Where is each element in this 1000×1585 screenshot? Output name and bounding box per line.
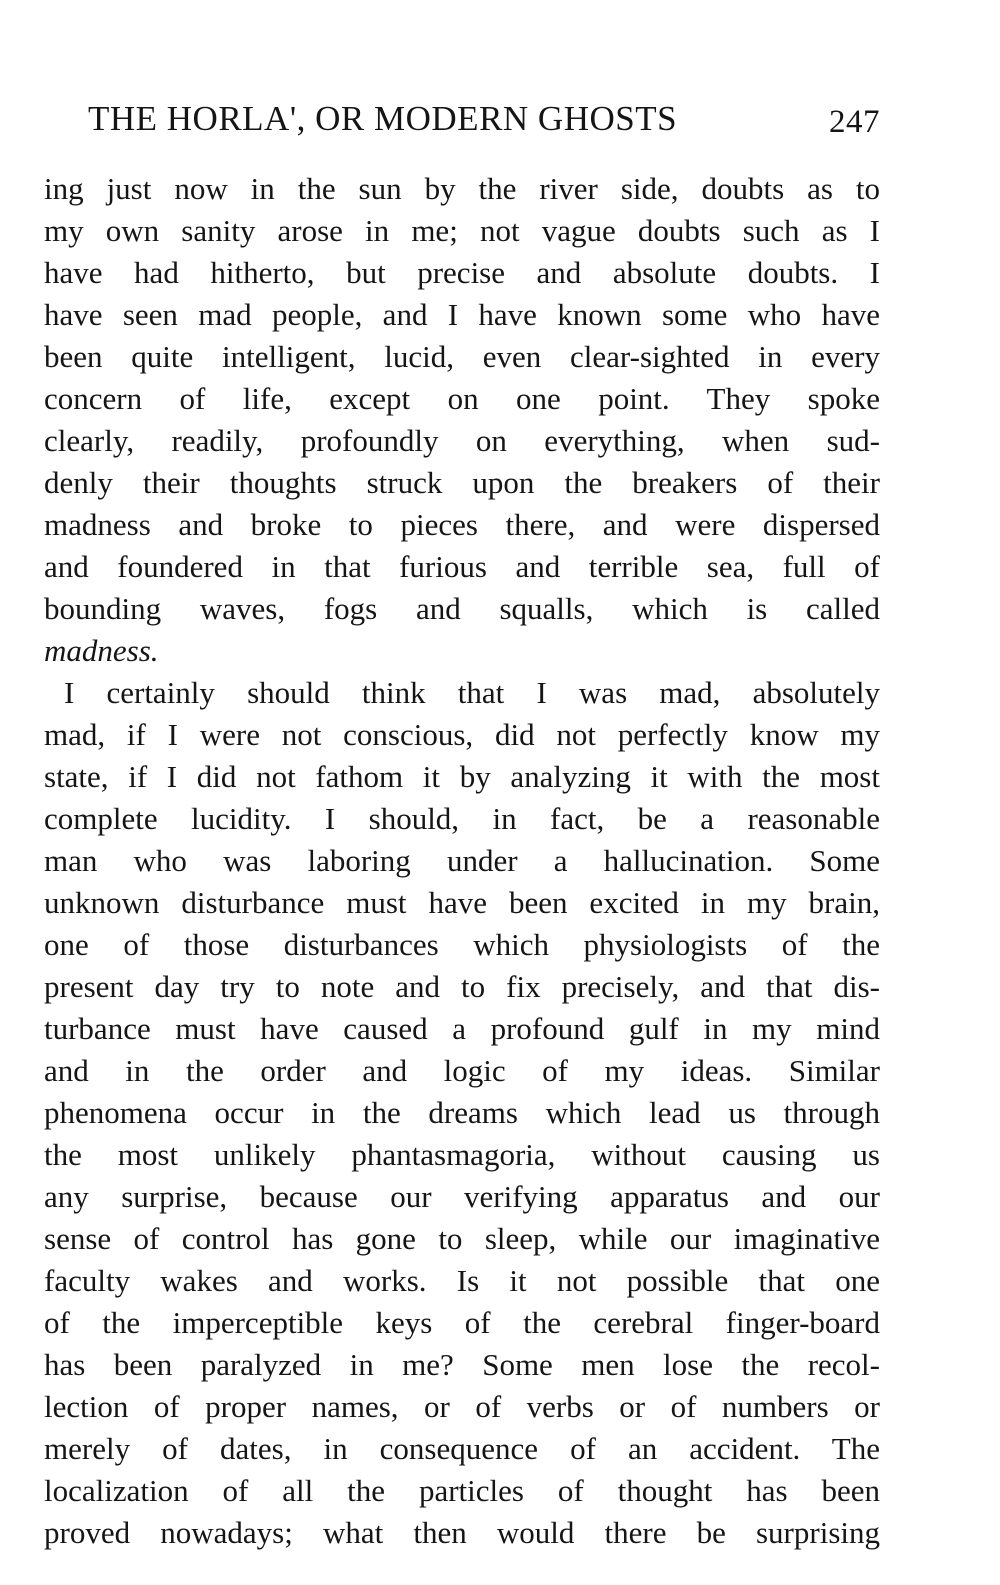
text-line: localization of all the particles of thought has been xyxy=(44,1473,880,1508)
text-line: the most unlikely phantasmagoria, without causing us xyxy=(44,1137,880,1172)
running-title: THE HORLA', OR MODERN GHOSTS xyxy=(88,99,678,138)
text-line: madness and broke to pieces there, and were dispersed xyxy=(44,507,880,542)
text-line: have had hitherto, but precise and absolute doubts. I xyxy=(44,255,880,290)
text-line: lection of proper names, or of verbs or of numbers or xyxy=(44,1389,880,1424)
text-line-paragraph-start: I certainly should think that I was mad, absolutely xyxy=(64,675,880,710)
text-line: unknown disturbance must have been excited in my brain, xyxy=(44,885,880,920)
text-line-italic: madness. xyxy=(44,633,159,668)
text-line: phenomena occur in the dreams which lead us through xyxy=(44,1095,880,1130)
running-head xyxy=(88,95,880,143)
text-line: faculty wakes and works. Is it not possible that one xyxy=(44,1263,880,1298)
text-line: present day try to note and to fix precisely, and that dis- xyxy=(44,969,880,1004)
page-number: 247 xyxy=(829,104,880,140)
text-line: sense of control has gone to sleep, while our imaginative xyxy=(44,1221,880,1256)
text-line: clearly, readily, profoundly on everything, when sud- xyxy=(44,423,880,458)
text-line: of the imperceptible keys of the cerebral finger-board xyxy=(44,1305,880,1340)
text-line: ing just now in the sun by the river side, doubts as to xyxy=(44,171,880,206)
text-line: one of those disturbances which physiologists of the xyxy=(44,927,880,962)
text-line: mad, if I were not conscious, did not perfectly know my xyxy=(44,717,880,752)
text-line: man who was laboring under a hallucination. Some xyxy=(44,843,880,878)
text-line: proved nowadays; what then would there be surprising xyxy=(44,1515,880,1550)
text-line: denly their thoughts struck upon the breakers of their xyxy=(44,465,880,500)
text-line: bounding waves, fogs and squalls, which is called xyxy=(44,591,880,626)
text-line: been quite intelligent, lucid, even clear-sighted in every xyxy=(44,339,880,374)
text-line: merely of dates, in consequence of an accident. The xyxy=(44,1431,880,1466)
text-line: concern of life, except on one point. They spoke xyxy=(44,381,880,416)
body-text xyxy=(44,168,880,1554)
text-line: have seen mad people, and I have known some who have xyxy=(44,297,880,332)
text-line: turbance must have caused a profound gulf in my mind xyxy=(44,1011,880,1046)
text-line: has been paralyzed in me? Some men lose the recol- xyxy=(44,1347,880,1382)
text-line: and in the order and logic of my ideas. Similar xyxy=(44,1053,880,1088)
text-line: any surprise, because our verifying apparatus and our xyxy=(44,1179,880,1214)
text-line: state, if I did not fathom it by analyzing it with the most xyxy=(44,759,880,794)
text-line: and foundered in that furious and terrible sea, full of xyxy=(44,549,880,584)
text-line: my own sanity arose in me; not vague doubts such as I xyxy=(44,213,880,248)
text-line: complete lucidity. I should, in fact, be a reasonable xyxy=(44,801,880,836)
